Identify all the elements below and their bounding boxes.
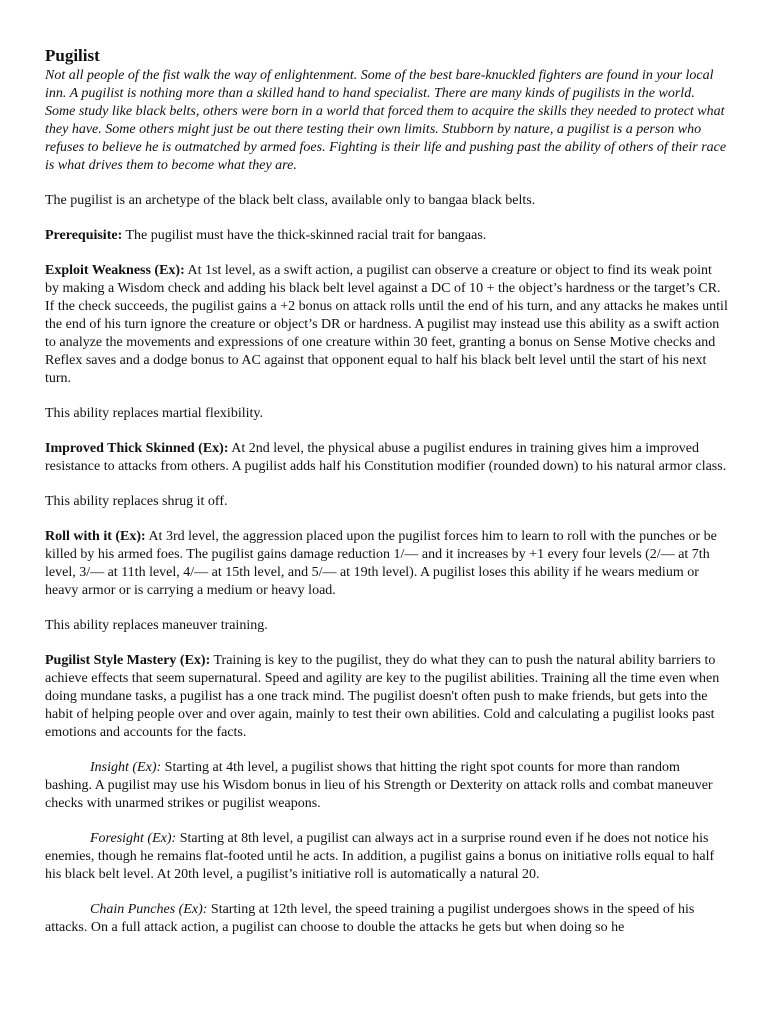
archetype-paragraph: The pugilist is an archetype of the black belt class, available only to bangaa black belts.	[45, 193, 536, 208]
roll-with-it-term: Roll with it (Ex):	[45, 529, 146, 544]
exploit-weakness-replaces: This ability replaces martial flexibility.	[45, 406, 263, 421]
foresight-paragraph	[45, 830, 728, 884]
foresight-term: Foresight (Ex):	[90, 831, 177, 846]
style-mastery-term: Pugilist Style Mastery (Ex):	[45, 653, 211, 668]
section-title: Pugilist	[45, 46, 100, 65]
improved-thick-skinned-term: Improved Thick Skinned (Ex):	[45, 441, 229, 456]
insight-term: Insight (Ex):	[90, 760, 162, 775]
insight-paragraph	[45, 759, 728, 813]
style-mastery-paragraph	[45, 652, 728, 742]
roll-with-it-replaces: This ability replaces maneuver training.	[45, 618, 268, 633]
exploit-weakness-text: At 1st level, as a swift action, a pugilist can observe a creature or object to find its weak point by making a Wisdom check and adding his black belt level against a DC of 10 + the object’s hardness or the target’s CR. If the check succeeds, the pugilist gains a +2 bonus on attack rolls until the end of his turn, and any attacks he makes until the end of his turn ignore the creature or object’s DR or hardness. A pugilist may instead use this ability as a swift action to analyze the movements and expressions of one creature within 30 feet, granting a bonus on Sense Motive checks and Reflex saves and a dodge bonus to AC against that opponent equal to half his black belt level until the start of his next turn.	[45, 263, 728, 386]
foresight-text: Starting at 8th level, a pugilist can always act in a surprise round even if he does not notice his enemies, though he remains flat-footed until he acts. In addition, a pugilist gains a bonus on initiative rolls equal to half his black belt level. At 20th level, a pugilist’s initiative roll is automatically a natural 20.	[45, 831, 715, 882]
prerequisite-paragraph	[45, 227, 728, 245]
improved-thick-skinned-paragraph	[45, 440, 728, 476]
intro-paragraph: Not all people of the fist walk the way of enlightenment. Some of the best bare-knuckled fighters are found in your local inn. A pugilist is nothing more than a skilled hand to hand specialist. There are many kinds of pugilists in the world. Some study like black belts, others were born in a world that forced them to acquire the skills they needed to protect what they have. Some others might just be out there testing their own limits. Stubborn by nature, a pugilist is a person who refuses to believe he is outmatched by armed foes. Fighting is their life and pushing past the ability of others of their race is what drives them to become what they are.	[45, 68, 727, 173]
roll-with-it-text: At 3rd level, the aggression placed upon the pugilist forces him to learn to roll with the punches or be killed by his armed foes. The pugilist gains damage reduction 1/— and it increases by +1 every four levels (2/— at 7th level, 3/— at 11th level, 4/— at 15th level, and 5/— at 19th level). A pugilist loses this ability if he wears medium or heavy armor or is carrying a medium or heavy load.	[45, 529, 717, 598]
prerequisite-text: The pugilist must have the thick-skinned racial trait for bangaas.	[122, 228, 487, 243]
roll-with-it-paragraph	[45, 528, 728, 600]
improved-thick-skinned-text: At 2nd level, the physical abuse a pugilist endures in training gives him a improved resistance to attacks from others. A pugilist adds half his Constitution modifier (rounded down) to his natural armor class.	[45, 441, 727, 474]
chain-punches-term: Chain Punches (Ex):	[90, 902, 208, 917]
improved-thick-skinned-replaces: This ability replaces shrug it off.	[45, 494, 228, 509]
exploit-weakness-paragraph	[45, 262, 728, 388]
chain-punches-text: Starting at 12th level, the speed training a pugilist undergoes shows in the speed of his attacks. On a full attack action, a pugilist can choose to double the attacks he gets but when doing so he	[45, 902, 695, 935]
insight-text: Starting at 4th level, a pugilist shows that hitting the right spot counts for more than random bashing. A pugilist may use his Wisdom bonus in lieu of his Strength or Dexterity on attack rolls and combat maneuver checks with unarmed strikes or pugilist weapons.	[45, 760, 713, 811]
exploit-weakness-term: Exploit Weakness (Ex):	[45, 263, 185, 278]
style-mastery-text: Training is key to the pugilist, they do what they can to push the natural ability barriers to achieve effects that seem supernatural. Speed and agility are key to the pugilist abilities. Training all the time even when doing mundane tasks, a pugilist has a one track mind. The pugilist doesn't often push to make friends, but gets into the habit of helping people over and over again, mainly to test their own abilities. Cold and calculating a pugilist looks past emotions and accounts for the facts.	[45, 653, 720, 740]
prerequisite-term: Prerequisite:	[45, 228, 123, 243]
chain-punches-paragraph	[45, 901, 728, 937]
